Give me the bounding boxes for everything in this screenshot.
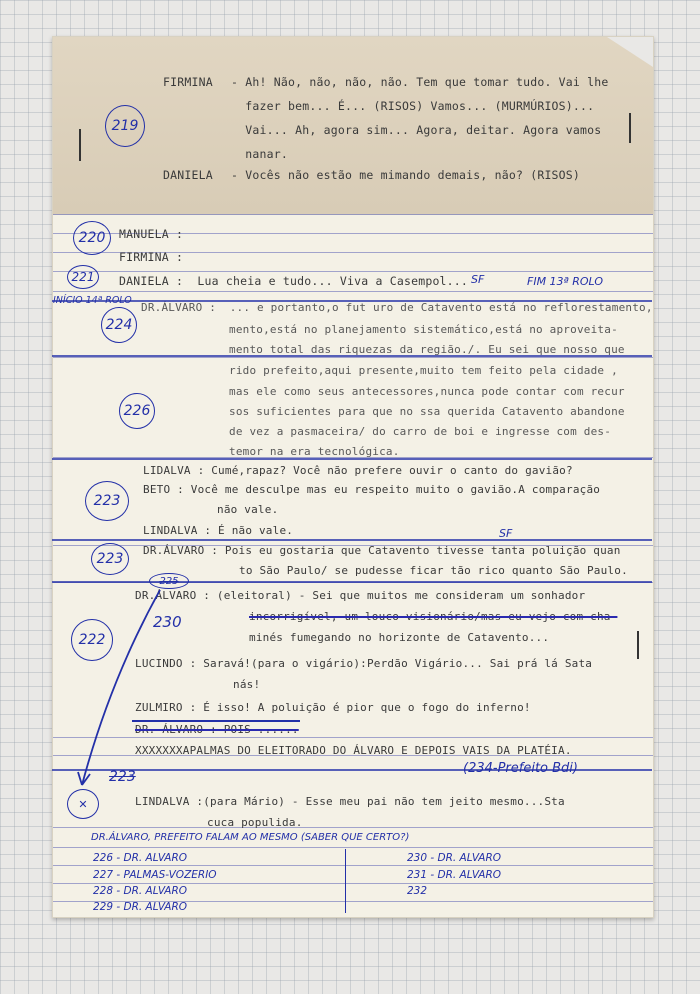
script-line: LIDALVA : Cumé,rapaz? Você não prefere ouvir o canto do gavião? [143,464,573,477]
script-line: DR.ÁLVARO : Pois eu gostaria que Catavento tivesse tanta poluição quan [143,544,621,557]
cue-list-item: 227 - PALMAS-VOZERIO [93,869,217,881]
script-line: nanar. [231,147,288,161]
script-line: MANUELA : [119,227,184,241]
script-line: cuca populida. [207,816,303,829]
script-line: fazer bem... É... (RISOS) Vamos... (MURMÚRIOS)... [231,99,595,113]
scene-number-circle: 220 [73,221,111,255]
script-line: minés fumegando no horizonte de Catavento... [249,631,550,644]
script-line: mento,está no planejamento sistemático,está no aproveita- [229,323,618,336]
script-line: Vai... Ah, agora sim... Agora, deitar. Agora vamos [231,123,602,137]
cue-list-item: 230 - DR. ALVARO [407,852,502,864]
script-line: ZULMIRO : É isso! A poluição é pior que o fogo do inferno! [135,701,531,714]
scene-number-circle: 219 [105,105,145,147]
margin-bracket [629,113,631,143]
end-reel-note: FIM 13ª ROLO [527,275,603,288]
speaker-firmina: FIRMINA [163,75,213,89]
script-page [52,36,654,918]
script-line: - Vocês não estão me mimando demais, não? (RISOS) [231,168,581,182]
scene-number: 230 [153,613,182,631]
script-line: LINDALVA : É não vale. [143,524,294,537]
sound-effect-note: SF [471,273,485,286]
script-line: DANIELA : Lua cheia e tudo... Viva a Casempol... [119,274,469,288]
script-line: rido prefeito,aqui presente,muito tem feito pela cidade , [229,364,618,377]
scene-number-circle: 223 [91,543,129,575]
script-line: DR.ÁLVARO : ... e portanto,o fut uro de Catavento está no reflorestamento, [141,301,653,314]
struck-line: DR. ÁLVARO : POIS ...... [135,723,299,736]
margin-bracket [79,129,81,161]
bottom-header-note: DR.ÁLVARO, PREFEITO FALAM AO MESMO (SABER QUE CERTO?) [91,832,410,843]
script-line: BETO : Você me desculpe mas eu respeito muito o gavião.A comparação [143,483,601,496]
script-line: XXXXXXXAPALMAS DO ELEITORADO DO ÁLVARO E DEPOIS VAIS DA PLATÉIA. [135,744,572,757]
scene-number: 223 [109,769,136,785]
scene-number-circle: 224 [101,307,137,343]
script-line: LINDALVA :(para Mário) - Esse meu pai não tem jeito mesmo...Sta [135,795,565,808]
script-line: - Ah! Não, não, não, não. Tem que tomar tudo. Vai lhe [231,75,609,89]
sound-effect-note: SF [499,527,513,540]
folded-corner [607,37,653,67]
margin-bracket [637,631,639,659]
cue-list-item: 232 [407,885,428,897]
script-line: nás! [233,678,261,691]
scene-number-circle: 221 [67,265,99,289]
scene-number-circle: 225 [149,573,189,589]
script-line: temor na era tecnológica. [229,445,400,458]
cue-list-item: 226 - DR. ALVARO [93,852,188,864]
script-line: FIRMINA : [119,250,184,264]
scene-number-circle: 223 [85,481,129,521]
cue-list-item: 228 - DR. ALVARO [93,885,188,897]
script-line: LUCINDO : Saravá!(para o vigário):Perdão Vigário... Sai prá lá Sata [135,657,593,670]
script-line: DR.ÁLVARO : (eleitoral) - Sei que muitos me consideram um sonhador [135,589,586,602]
script-line: mento total das riquezas da região./. Eu sei que nosso que [229,343,625,356]
scene-number-circle: 226 [119,393,155,429]
start-reel-note: INÍCIO 14ª ROLO [53,295,132,306]
cue-list-item: 231 - DR. ALVARO [407,869,502,881]
prefeito-note: (234-Prefeito Bdi) [463,761,578,776]
speaker-daniela: DANIELA [163,168,213,182]
scene-number-circle: 222 [71,619,113,661]
script-line: não vale. [217,503,279,516]
struck-line: incorrigível, um louco visionário/mas eu vejo com cha- [249,610,618,623]
cue-list-item: 229 - DR. ALVARO [93,901,188,913]
scene-number-circle: ✕ [67,789,99,819]
cue-list-divider [345,849,346,913]
script-line: sos suficientes para que no ssa querida Catavento abandone [229,405,625,418]
script-line: mas ele como seus antecessores,nunca pode contar com recur [229,385,625,398]
script-line: to São Paulo/ se pudesse ficar tão rico quanto São Paulo. [239,564,628,577]
script-line: de vez a pasmaceira/ do carro de boi e ingresse com des- [229,425,612,438]
